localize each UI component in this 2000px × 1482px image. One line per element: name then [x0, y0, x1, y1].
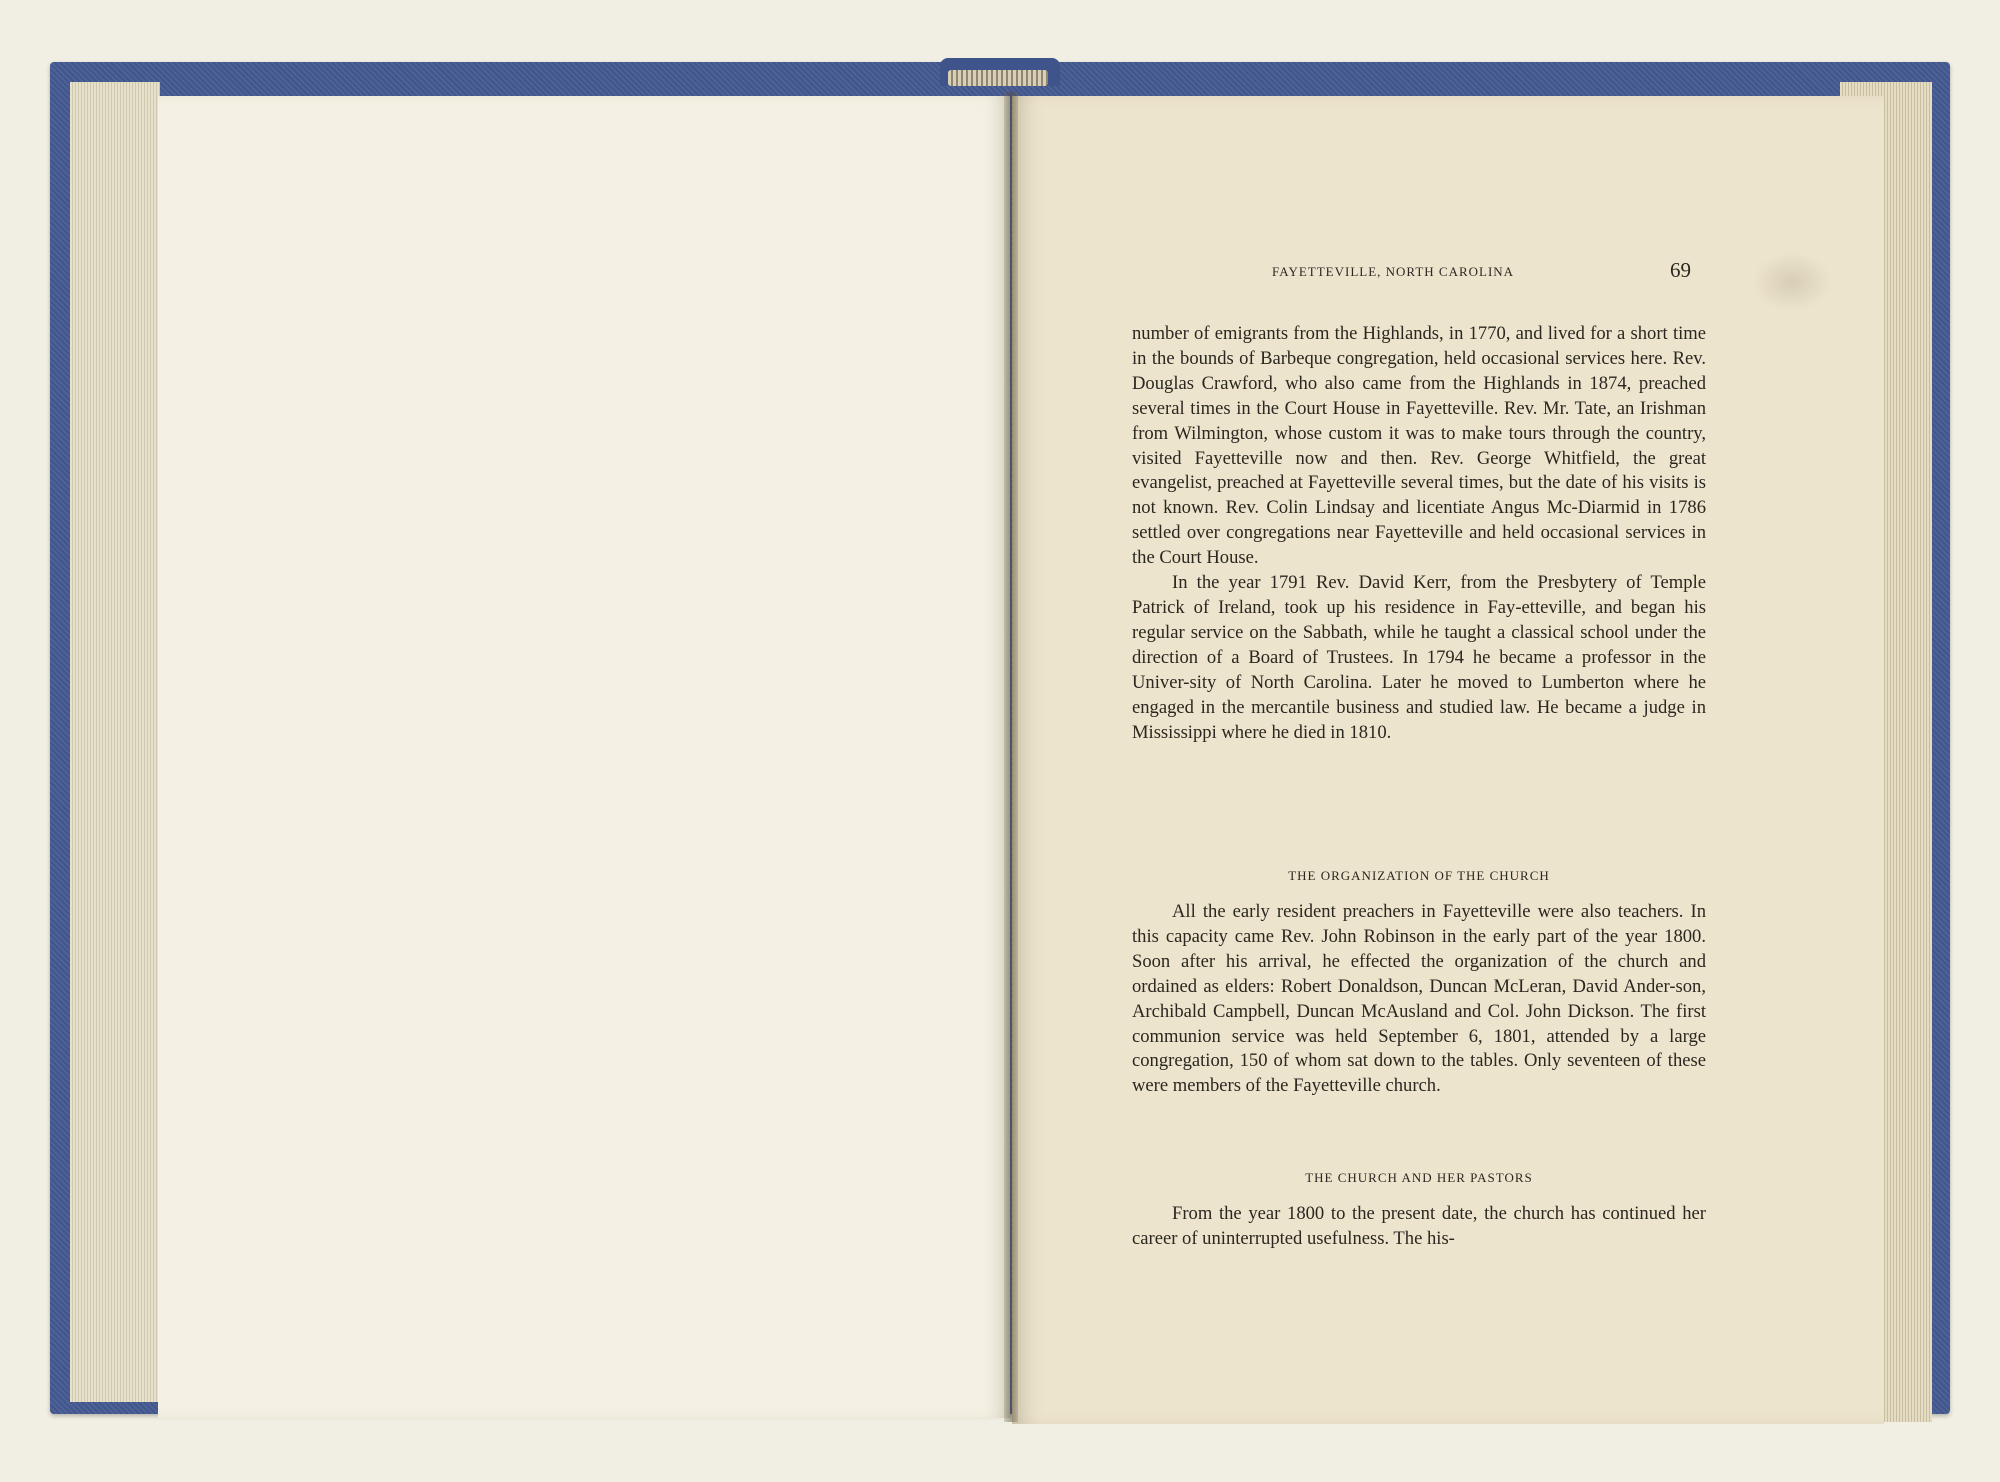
- body-text-block-1: [1132, 322, 1706, 745]
- left-page-edges: [70, 82, 160, 1402]
- paragraph-1: number of emigrants from the Highlands, in 1770, and lived for a short time in the bounds of Barbeque congregation, held occasional services here. Rev. Douglas Crawford, who also came from the Highlands in 1874, preached several times in the Court House in Fayetteville. Rev. Mr. Tate, an Irishman from Wilmington, whose custom it was to make tours through the country, visited Fayetteville now and then. Rev. George Whitfield, the great evangelist, preached at Fayetteville several times, but the date of his visits is not known. Rev. Colin Lindsay and licentiate Angus Mc-Diarmid in 1786 settled over congregations near Fayetteville and held occasional services in the Court House.: [1132, 323, 1706, 569]
- section-heading-organization: THE ORGANIZATION OF THE CHURCH: [1288, 868, 1550, 883]
- left-page-blank: [158, 96, 1010, 1418]
- paragraph-2: In the year 1791 Rev. David Kerr, from the Presbytery of Temple Patrick of Ireland, took up his residence in Fay-etteville, and began his regular service on the Sabbath, while he taught a classical school under the direction of a Board of Trustees. In 1794 he became a professor in the Univer-sity of North Carolina. Later he moved to Lumberton where he engaged in the mercantile business and studied law. He became a judge in Mississippi where he died in 1810.: [1132, 572, 1706, 743]
- body-text-block-2: [1132, 900, 1706, 1099]
- page-number: 69: [1670, 258, 1691, 282]
- paragraph-3: All the early resident preachers in Fayetteville were also teachers. In this capacity came Rev. John Robinson in the early part of the year 1800. Soon after his arrival, he effected the organization of the church and ordained as elders: Robert Donaldson, Duncan McLeran, David Ander-son, Archibald Campbell, Duncan McAusland and Col. John Dickson. The first communion service was held September 6, 1801, attended by a large congregation, 150 of whom sat down to the tables. Only seventeen of these were members of the Fayetteville church.: [1132, 901, 1706, 1097]
- page-gutter: [1004, 92, 1018, 1422]
- body-text-block-3: [1132, 1202, 1706, 1252]
- binding-threads: [948, 70, 1048, 86]
- paragraph-4: From the year 1800 to the present date, the church has continued her career of uninterrupted usefulness. The his-: [1132, 1203, 1706, 1249]
- section-heading-pastors: THE CHURCH AND HER PASTORS: [1305, 1170, 1533, 1185]
- running-head: FAYETTEVILLE, NORTH CAROLINA: [1272, 264, 1515, 279]
- page-smudge: [1752, 252, 1832, 312]
